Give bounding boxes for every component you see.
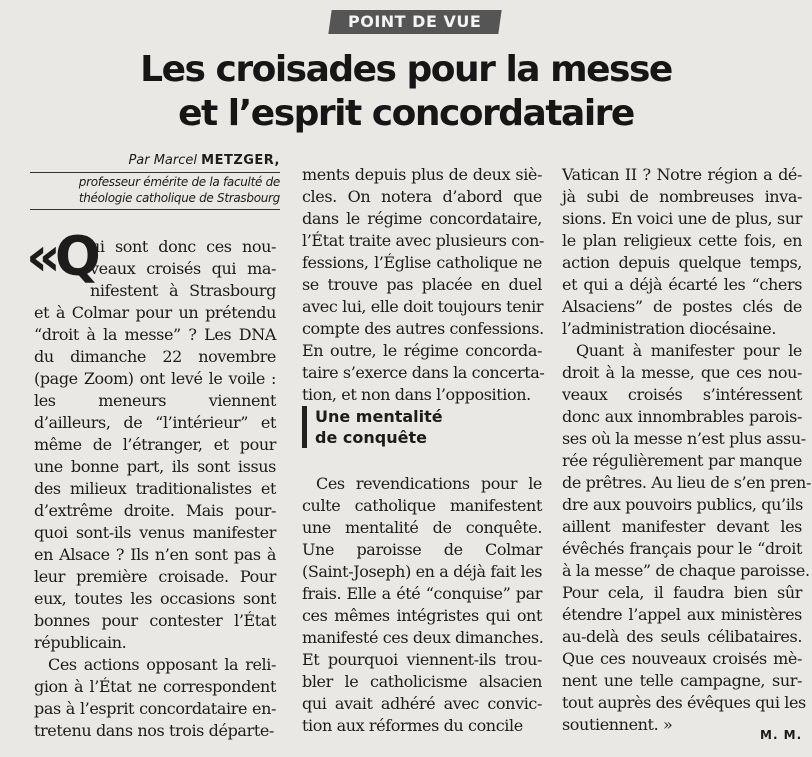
article-line: sions. En voici une de plus, sur bbox=[562, 209, 802, 228]
headline-line-2: et l’esprit concordataire bbox=[178, 93, 634, 134]
article-line: tion aux réformes du concile bbox=[302, 716, 523, 735]
article-line: Ces actions opposant la reli- bbox=[48, 655, 276, 674]
byline-divider-bottom bbox=[30, 209, 280, 210]
author-initials: M. M. bbox=[760, 728, 803, 742]
article-line: ui sont donc ces nou- bbox=[90, 237, 276, 256]
article-line: du dimanche 22 novembre bbox=[34, 347, 276, 366]
article-line: jà subi de nombreuses inva- bbox=[562, 187, 802, 206]
article-line: aillent manifester devant les bbox=[562, 517, 802, 536]
headline-line-1: Les croisades pour la messe bbox=[140, 49, 672, 90]
article-line: évêchés français pour le “droit bbox=[562, 539, 802, 558]
article-line: tout auprès des évêques qui les bbox=[562, 693, 806, 712]
article-line: taire s’exerce dans la concerta- bbox=[302, 363, 545, 382]
article-line: de prêtres. Au lieu de s’en pren- bbox=[562, 473, 811, 492]
article-line: d’ailleurs, de “l’intérieur” et bbox=[34, 413, 276, 432]
article-line: tretenu dans nos trois départe- bbox=[34, 721, 274, 740]
article-line: (Saint-Joseph) en a déjà fait les bbox=[302, 562, 543, 581]
article-line: veaux croisés s’intéressent bbox=[562, 385, 802, 404]
article-line: quoi sont-ils venus manifester bbox=[34, 523, 276, 542]
subheading-line-1: Une mentalité bbox=[315, 407, 443, 426]
article-line: dans le régime concordataire, bbox=[302, 209, 542, 228]
article-line: le plan religieux cette fois, en bbox=[562, 231, 802, 250]
affiliation-line-1: professeur émérite de la faculté de bbox=[78, 175, 280, 189]
article-line: donc aux innombrables parois- bbox=[562, 407, 802, 426]
section-rubric: POINT DE VUE bbox=[328, 10, 501, 34]
article-line: droit à la messe, que ces nou- bbox=[562, 363, 802, 382]
article-line: Pour cela, il faudra bien sûr bbox=[562, 583, 802, 602]
article-line: Et pourquoi viennent-ils trou- bbox=[302, 650, 542, 669]
article-line: même de l’étranger, et pour bbox=[34, 435, 276, 454]
article-line: “droit à la messe” ? Les DNA bbox=[34, 325, 276, 344]
article-line: Une paroisse de Colmar bbox=[302, 540, 542, 559]
article-line: l’État traite avec plusieurs con- bbox=[302, 231, 544, 250]
article-line: et à Colmar pour un prétendu bbox=[34, 303, 276, 322]
article-line: veaux croisés qui ma- bbox=[90, 259, 276, 278]
column-1 bbox=[34, 236, 276, 742]
article-line: républicain. bbox=[34, 633, 127, 652]
article-line: d’extrême droite. Mais pour- bbox=[34, 501, 276, 520]
article-line: action depuis quelque temps, bbox=[562, 253, 802, 272]
column-2-bottom bbox=[302, 473, 542, 737]
article-line: ses où la messe n’est plus assu- bbox=[562, 429, 806, 448]
article-line: dre aux pouvoirs publics, qu’ils bbox=[562, 495, 803, 514]
drop-cap: «Q bbox=[26, 225, 95, 288]
article-line: manifesté ces deux dimanches. bbox=[302, 628, 544, 647]
article-line: nifestent à Strasbourg bbox=[90, 281, 276, 300]
article-line: qui avait adhéré avec convic- bbox=[302, 694, 542, 713]
article-line: gion à l’État ne correspondent bbox=[34, 677, 276, 696]
article-line: avec lui, elle doit toujours tenir bbox=[302, 297, 544, 316]
author-name: METZGER, bbox=[201, 153, 280, 168]
article-line: cles. On notera d’abord que bbox=[302, 187, 542, 206]
column-3 bbox=[562, 164, 811, 736]
article-line: Alsaciens” de postes clés de bbox=[562, 297, 802, 316]
affiliation-line-2: théologie catholique de Strasbourg bbox=[78, 191, 280, 205]
article-line: bler le catholicisme alsacien bbox=[302, 672, 542, 691]
article-line: (page Zoom) ont levé le voile : bbox=[34, 369, 276, 388]
article-line: et qui a déjà écarté les “chers bbox=[562, 275, 802, 294]
article-line: au-delà des seuls célibataires. bbox=[562, 627, 802, 646]
article-line: fessions, l’Église catholique ne bbox=[302, 253, 542, 272]
article-line: culte catholique manifestent bbox=[302, 496, 542, 515]
article-line: l’administration diocésaine. bbox=[562, 319, 777, 338]
byline-affiliation bbox=[30, 174, 280, 206]
article-line: rée régulièrement par manque bbox=[562, 451, 802, 470]
subheading bbox=[302, 406, 555, 448]
article-line: Que ces nouveaux croisés mè- bbox=[562, 649, 802, 668]
article-line: En outre, le régime concorda- bbox=[302, 341, 542, 360]
article-line: leur première croisade. Pour bbox=[34, 567, 276, 586]
article-line: eux, toutes les occasions sont bbox=[34, 589, 276, 608]
article-line: Vatican II ? Notre région a dé- bbox=[562, 165, 802, 184]
article-line: soutiennent. » bbox=[562, 715, 673, 734]
column-2-top bbox=[302, 164, 545, 406]
article-line: se trouve pas placée en duel bbox=[302, 275, 542, 294]
article-line: étendre l’appel aux ministères bbox=[562, 605, 802, 624]
article-line: ments depuis plus de deux siè- bbox=[302, 165, 542, 184]
article-line: une bonne part, ils sont issus bbox=[34, 457, 276, 476]
subheading-line-2: de conquête bbox=[315, 428, 427, 447]
article-line: ces mêmes intégristes qui ont bbox=[302, 606, 542, 625]
article-line: les meneurs viennent bbox=[34, 391, 276, 410]
byline-prefix: Par Marcel bbox=[128, 153, 202, 168]
article-line: une mentalité de conquête. bbox=[302, 518, 542, 537]
byline-divider bbox=[30, 172, 280, 173]
article-line: nent une telle campagne, sur- bbox=[562, 671, 802, 690]
article-line: à la messe” de chaque paroisse. bbox=[562, 561, 810, 580]
article-line: en Alsace ? Ils n’en sont pas à bbox=[34, 545, 276, 564]
article-line: des milieux traditionalistes et bbox=[34, 479, 276, 498]
article-line: Quant à manifester pour le bbox=[576, 341, 802, 360]
article-line: bonnes pour contester l’État bbox=[34, 611, 276, 630]
article-line: Ces revendications pour le bbox=[316, 474, 542, 493]
article-line: frais. Elle a été “conquise” par bbox=[302, 584, 542, 603]
article-line: compte des autres confessions. bbox=[302, 319, 544, 338]
article-line: tion, et non dans l’opposition. bbox=[302, 385, 531, 404]
byline-author bbox=[30, 153, 280, 169]
article-line: pas à l’esprit concordataire en- bbox=[34, 699, 276, 718]
